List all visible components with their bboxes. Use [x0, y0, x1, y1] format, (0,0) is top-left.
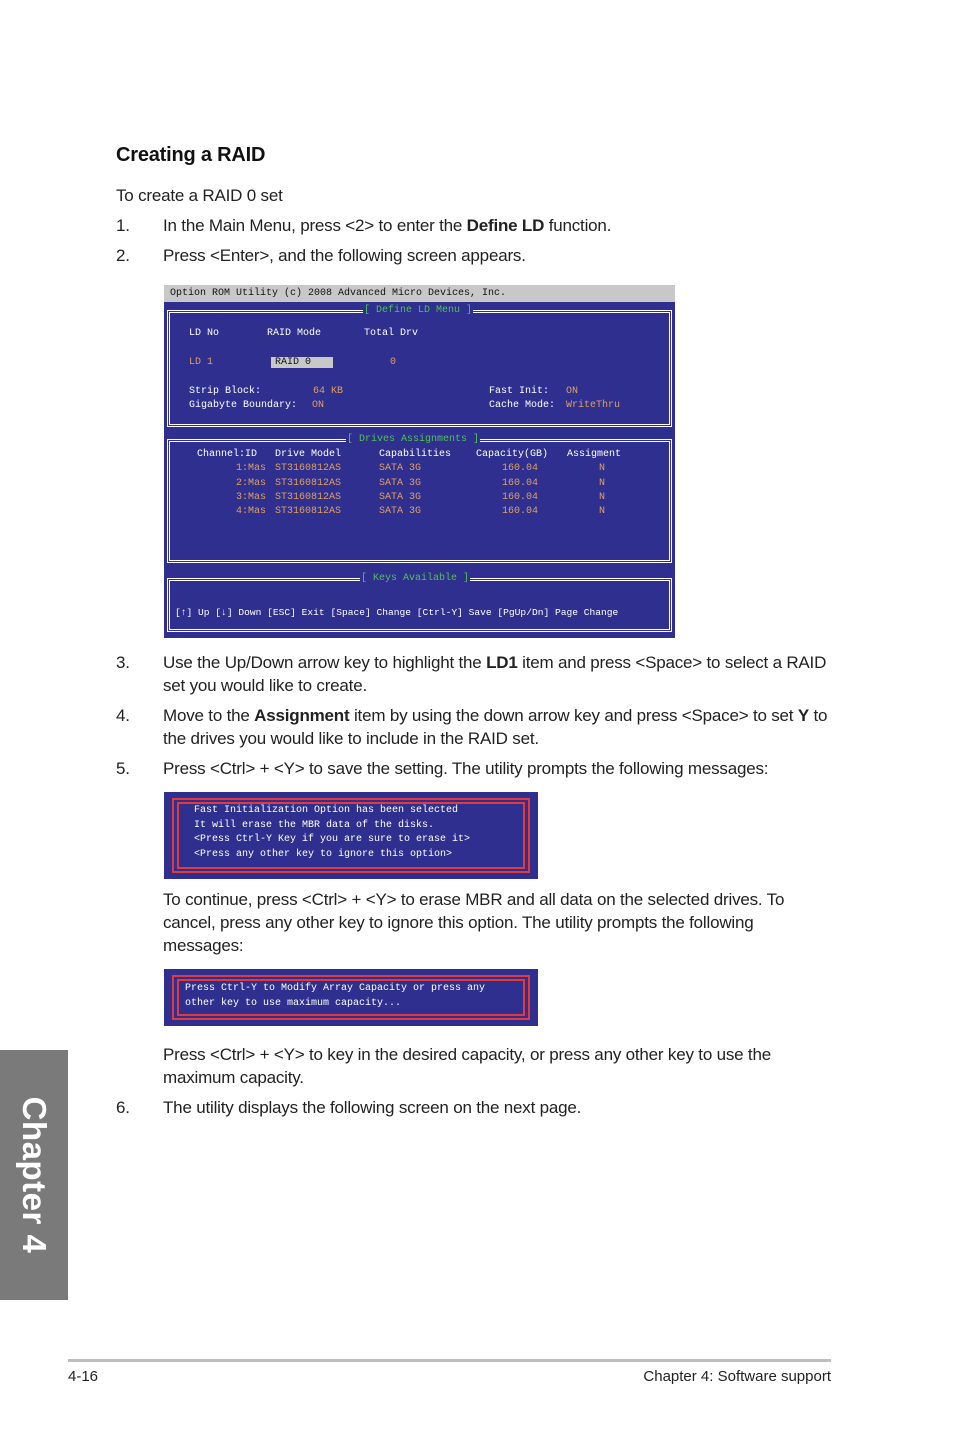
col-raid-mode: RAID Mode [267, 328, 322, 339]
bios-title-bar: Option ROM Utility (c) 2008 Advanced Micro Devices, Inc. [164, 285, 675, 302]
drive-assignment[interactable]: N [599, 492, 606, 503]
continue-text: To continue, press <Ctrl> + <Y> to erase MBR and all data on the selected drives. To cancel, press any other key to ignore this option. The utility prompts the following messages: [163, 890, 785, 955]
keys-help-text: [↑] Up [↓] Down [ESC] Exit [Space] Change [Ctrl-Y] Save [PgUp/Dn] Page Change [175, 607, 619, 618]
keys-box [167, 578, 672, 632]
strip-block-value[interactable]: 64 KB [313, 386, 344, 397]
step-number: 2. [116, 246, 130, 265]
section-title: Creating a RAID [116, 144, 266, 166]
drive-capability: SATA 3G [379, 463, 422, 474]
drive-capacity: 160.04 [502, 506, 539, 517]
gigabyte-boundary-value[interactable]: ON [312, 400, 325, 411]
intro-text: To create a RAID 0 set [116, 186, 283, 205]
capacity-prompt-box [164, 969, 538, 1026]
drive-assignment[interactable]: N [599, 463, 606, 474]
erase-warning-text: Fast Initialization Option has been selected It will erase the MBR data of the disks. <Press Ctrl-Y Key if you are sure to erase it> <Press any other key to ignore this option> [194, 805, 471, 860]
cache-mode-label: Cache Mode: [489, 400, 556, 411]
bios-screen [164, 285, 675, 638]
ld-1-value[interactable]: LD 1 [189, 357, 214, 368]
drive-model: ST3160812AS [275, 506, 342, 517]
gigabyte-boundary-label: Gigabyte Boundary: [189, 400, 298, 411]
define-ld-label: [ Define LD Menu ] [364, 305, 473, 316]
drive-capability: SATA 3G [379, 478, 422, 489]
drive-capability: SATA 3G [379, 492, 422, 503]
step-number: 5. [116, 759, 130, 778]
step-5-text: Press <Ctrl> + <Y> to save the setting. The utility prompts the following messages: [163, 759, 769, 778]
cache-mode-value[interactable]: WriteThru [566, 400, 621, 411]
footer-title: Chapter 4: Software support [643, 1368, 831, 1385]
step-3-text: Use the Up/Down arrow key to highlight the LD1 item and press <Space> to select a RAID set you would like to create. [163, 653, 827, 695]
capacity-prompt-text: Press Ctrl-Y to Modify Array Capacity or press any other key to use maximum capacity... [185, 983, 486, 1009]
strip-block-label: Strip Block: [189, 386, 262, 397]
fast-init-label: Fast Init: [489, 386, 550, 397]
press-text: Press <Ctrl> + <Y> to key in the desired capacity, or press any other key to use the maximum capacity. [163, 1045, 771, 1087]
drive-model: ST3160812AS [275, 478, 342, 489]
drive-capacity: 160.04 [502, 463, 539, 474]
drives-label: [ Drives Assignments ] [347, 434, 480, 445]
step-1-text: In the Main Menu, press <2> to enter the Define LD function. [163, 216, 612, 235]
erase-warning-box [164, 792, 538, 879]
drive-assignment[interactable]: N [599, 506, 606, 517]
chapter-tab [0, 1050, 68, 1300]
step-number: 3. [116, 653, 130, 672]
step-number: 4. [116, 706, 130, 725]
col-ld-no: LD No [189, 328, 220, 339]
col-total-drv: Total Drv [364, 328, 419, 339]
footer-divider [68, 1359, 831, 1362]
drive-channel: 2:Mas [236, 478, 267, 489]
drive-header-capacity: Capacity(GB) [476, 449, 549, 460]
step-4-text: Move to the Assignment item by using the down arrow key and press <Space> to set Y to the drives you would like to include in the RAID set. [163, 706, 828, 748]
drive-header-capabilities: Capabilities [379, 449, 452, 460]
raid-mode-value[interactable]: RAID 0 [271, 357, 333, 368]
drive-capacity: 160.04 [502, 478, 539, 489]
fast-init-value[interactable]: ON [566, 386, 579, 397]
drive-header-model: Drive Model [275, 449, 342, 460]
drive-header-channel: Channel:ID [197, 449, 258, 460]
drive-channel: 4:Mas [236, 506, 267, 517]
page-number: 4-16 [68, 1368, 99, 1385]
drive-capability: SATA 3G [379, 506, 422, 517]
step-number: 1. [116, 216, 130, 235]
drive-channel: 1:Mas [236, 463, 267, 474]
drive-capacity: 160.04 [502, 492, 539, 503]
drive-assignment[interactable]: N [599, 478, 606, 489]
chapter-tab-label: Chapter 4 [16, 1096, 53, 1254]
drive-model: ST3160812AS [275, 492, 342, 503]
total-drv-value: 0 [390, 357, 397, 368]
drive-model: ST3160812AS [275, 463, 342, 474]
step-2-text: Press <Enter>, and the following screen appears. [163, 246, 526, 265]
keys-label: [ Keys Available ] [361, 573, 470, 584]
step-number: 6. [116, 1098, 130, 1117]
drive-header-assignment: Assigment [567, 449, 622, 460]
step-6-text: The utility displays the following screen on the next page. [163, 1098, 582, 1117]
drive-channel: 3:Mas [236, 492, 267, 503]
